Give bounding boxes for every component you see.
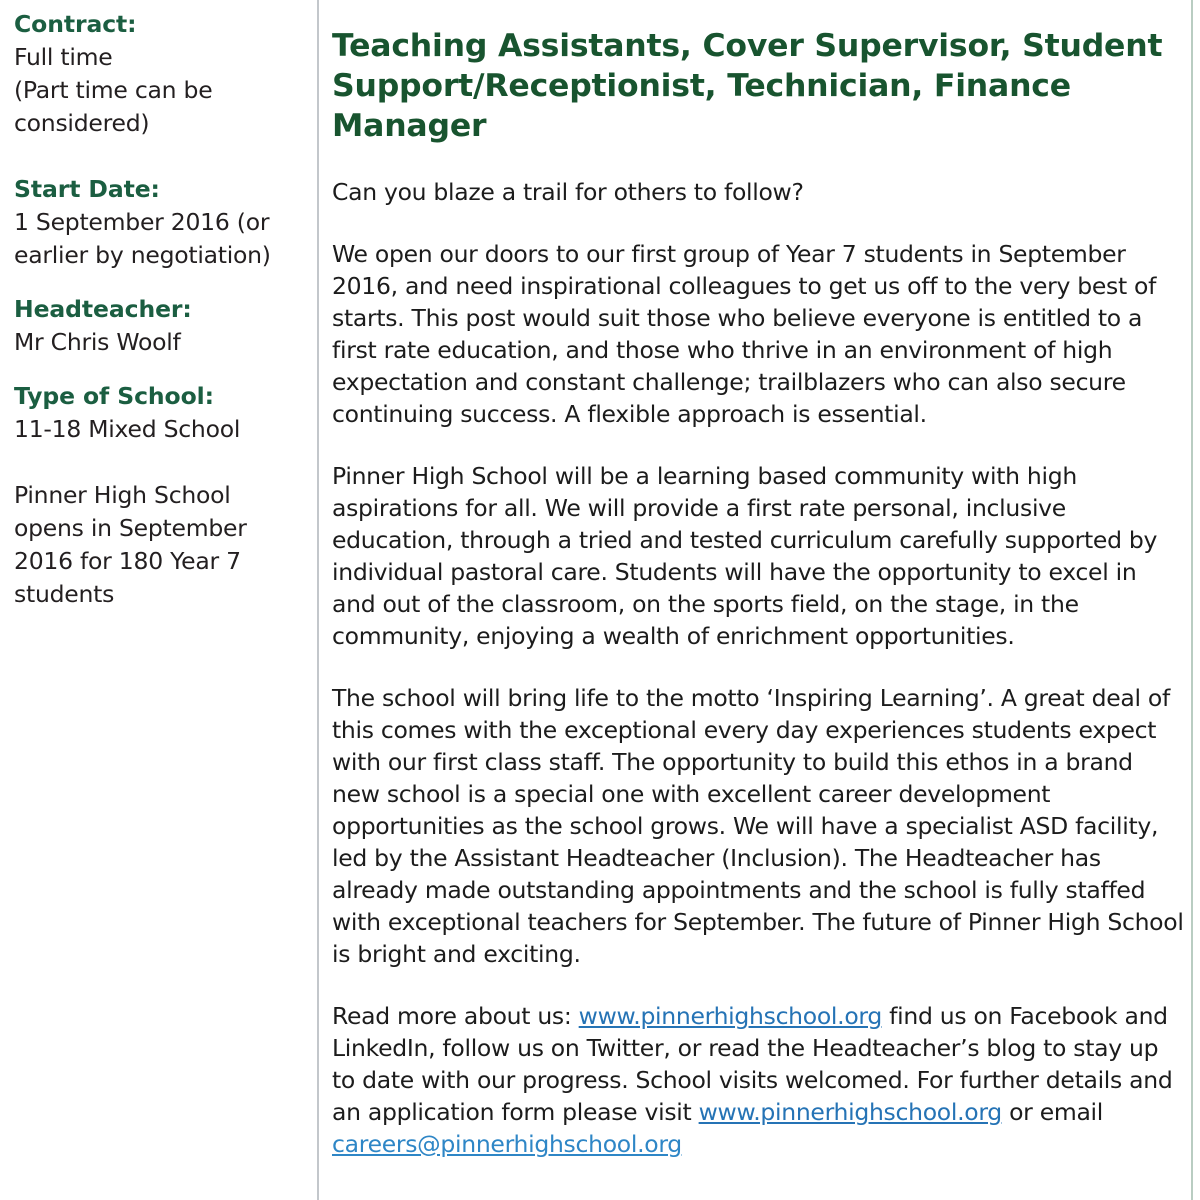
sidebar-block-type-of-school <box>14 380 286 446</box>
sidebar-details-column <box>0 0 300 611</box>
page-title: Teaching Assistants, Cover Supervisor, Student Support/Receptionist, Technician, Finance Manager <box>332 28 1163 144</box>
sidebar-start-date-line-1: 1 September 2016 (or <box>14 208 270 236</box>
careers-email-link[interactable]: careers@pinnerhighschool.org <box>332 1130 682 1158</box>
sidebar-contract-line-2: (Part time can be <box>14 76 213 104</box>
sidebar-heading-start-date: Start Date: <box>14 175 160 203</box>
contact-tail-text: or email <box>1001 1098 1104 1126</box>
sidebar-type-of-school-value: 11-18 Mixed School <box>14 415 241 443</box>
contact-middle-text: find us on Facebook and LinkedIn, follow us on Twitter, or read the Headteacher’s blog to stay up to date with our progress. School visits welcomed. For further details and an application form please visit <box>332 1002 1173 1126</box>
sidebar-opening-note-line-1: Pinner High School <box>14 481 231 509</box>
sidebar-headteacher-name: Mr Chris Woolf <box>14 328 181 356</box>
sidebar-heading-contract: Contract: <box>14 10 137 38</box>
body-paragraph-3: The school will bring life to the motto ‘Inspiring Learning’. A great deal of this comes with the exceptional every day experiences students expect with our first class staff. The opportunity to build this ethos in a brand new school is a special one with excellent career development opportunities as the school grows. We will have a specialist ASD facility, led by the Assistant Headteacher (Inclusion). The Headteacher has already made outstanding appointments and the school is fully staffed with exceptional teachers for September. The future of Pinner High School is bright and exciting. <box>332 684 1184 968</box>
sidebar-contract-line-3: considered) <box>14 109 150 137</box>
sidebar-start-date-line-2: earlier by negotiation) <box>14 241 271 269</box>
body-paragraph-1: We open our doors to our first group of Year 7 students in September 2016, and need inspirational colleagues to get us off to the very best of starts. This post would suit those who believe everyone is entitled to a first rate education, and those who thrive in an environment of high expectation and constant challenge; trailblazers who can also secure continuing success. A flexible approach is essential. <box>332 240 1157 428</box>
sidebar-contract-line-1: Full time <box>14 43 113 71</box>
sidebar-block-start-date <box>14 173 286 272</box>
body-paragraph-2: Pinner High School will be a learning based community with high aspirations for all. We will provide a first rate personal, inclusive education, through a tried and tested curriculum carefully supported by individual pastoral care. Students will have the opportunity to excel in and out of the classroom, on the sports field, on the stage, in the community, enjoying a wealth of enrichment opportunities. <box>332 462 1158 650</box>
sidebar-opening-note-line-4: students <box>14 580 115 608</box>
website-link-secondary[interactable]: www.pinnerhighschool.org <box>698 1098 1002 1126</box>
sidebar-spacer-3 <box>14 359 286 380</box>
tagline-paragraph: Can you blaze a trail for others to follow? <box>332 178 804 206</box>
sidebar-spacer-4 <box>14 446 286 479</box>
sidebar-spacer-1 <box>14 140 286 173</box>
column-divider <box>317 0 319 1200</box>
sidebar-heading-type-of-school: Type of School: <box>14 382 214 410</box>
website-link-primary[interactable]: www.pinnerhighschool.org <box>578 1002 882 1030</box>
sidebar-block-opening-note <box>14 479 286 611</box>
sidebar-heading-headteacher: Headteacher: <box>14 295 192 323</box>
sidebar-block-contract <box>14 8 286 140</box>
sidebar-opening-note-line-2: opens in September <box>14 514 247 542</box>
contact-lead-text: Read more about us: <box>332 1002 579 1030</box>
sidebar-spacer-2 <box>14 272 286 293</box>
main-content-column <box>332 0 1192 1160</box>
contact-paragraph <box>332 1000 1185 1160</box>
sidebar-block-headteacher <box>14 293 286 359</box>
sidebar-opening-note-line-3: 2016 for 180 Year 7 <box>14 547 241 575</box>
